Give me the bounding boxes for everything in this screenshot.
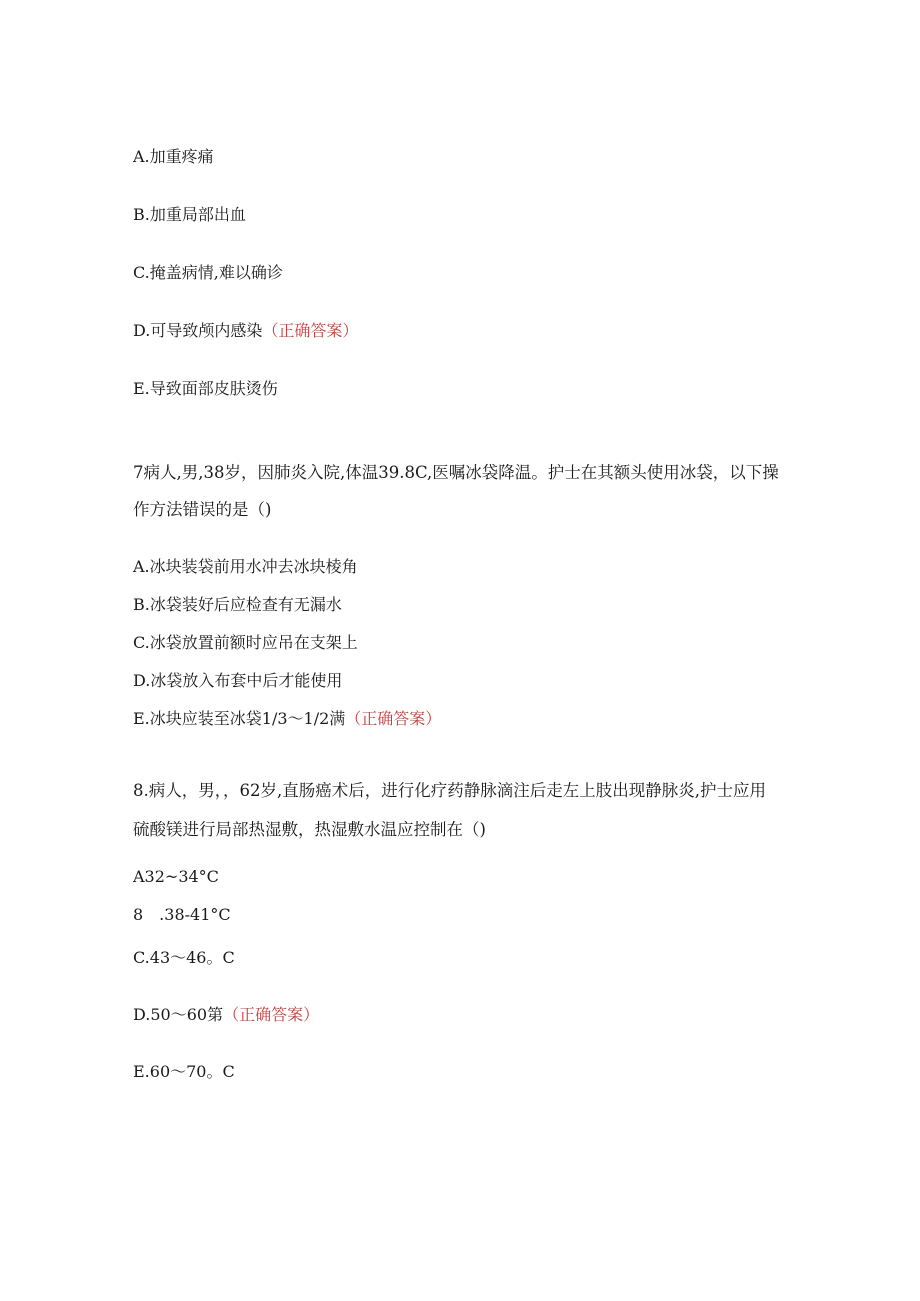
option-text: E.冰块应装至冰袋1/3～1/2满: [133, 709, 346, 728]
option-text: D.冰袋放入布套中后才能使用: [133, 671, 343, 690]
correct-answer-mark: （正确答案）: [345, 709, 442, 728]
q8-stem-line1: 8.病人，男，，62岁,直肠癌术后，进行化疗药静脉滴注后走左上肢出现静脉炎,护士应用: [133, 781, 766, 800]
option-text: 8 .38-41°C: [133, 905, 231, 924]
q7-stem-line2: 作方法错误的是（): [133, 500, 272, 519]
q7-option-c: [133, 633, 358, 653]
option-text: A.加重疼痛: [133, 147, 214, 166]
q7-option-e: [133, 709, 441, 729]
option-text: A.冰块装袋前用水冲去冰块棱角: [133, 557, 358, 576]
q8-option-c: [133, 948, 235, 968]
q7-option-d: [133, 671, 342, 691]
q7-option-a: [133, 557, 358, 577]
q6-option-c: [133, 263, 283, 283]
q8-stem-line2: 硫酸镁进行局部热湿敷，热湿敷水温应控制在（): [133, 820, 486, 839]
q6-option-e: [133, 379, 278, 399]
q6-option-a: [133, 147, 214, 167]
option-text: E.导致面部皮肤烫伤: [133, 379, 278, 398]
option-text: D.50～60第: [133, 1005, 224, 1024]
option-text: B.冰袋装好后应检查有无漏水: [133, 595, 342, 614]
q8-option-e: [133, 1062, 235, 1082]
correct-answer-mark: （正确答案）: [262, 321, 359, 340]
q8-option-b: [133, 905, 231, 925]
q6-option-b: [133, 205, 246, 225]
q7-stem-line1: 7病人,男,38岁，因肺炎入院,体温39.8C,医嘱冰袋降温。护士在其额头使用冰袋，以下操: [133, 463, 779, 482]
q6-option-d: [133, 321, 358, 341]
correct-answer-mark: （正确答案）: [223, 1005, 320, 1024]
option-text: C.掩盖病情,难以确诊: [133, 263, 283, 282]
option-text: B.加重局部出血: [133, 205, 246, 224]
option-text: A32~34°C: [133, 867, 219, 886]
q7-option-b: [133, 595, 342, 615]
q8-option-d: [133, 1005, 319, 1025]
option-text: D.可导致颅内感染: [133, 321, 263, 340]
option-text: E.60～70。C: [133, 1062, 235, 1081]
q8-option-a: [133, 867, 219, 887]
option-text: C.43～46。C: [133, 948, 235, 967]
option-text: C.冰袋放置前额时应吊在支架上: [133, 633, 358, 652]
